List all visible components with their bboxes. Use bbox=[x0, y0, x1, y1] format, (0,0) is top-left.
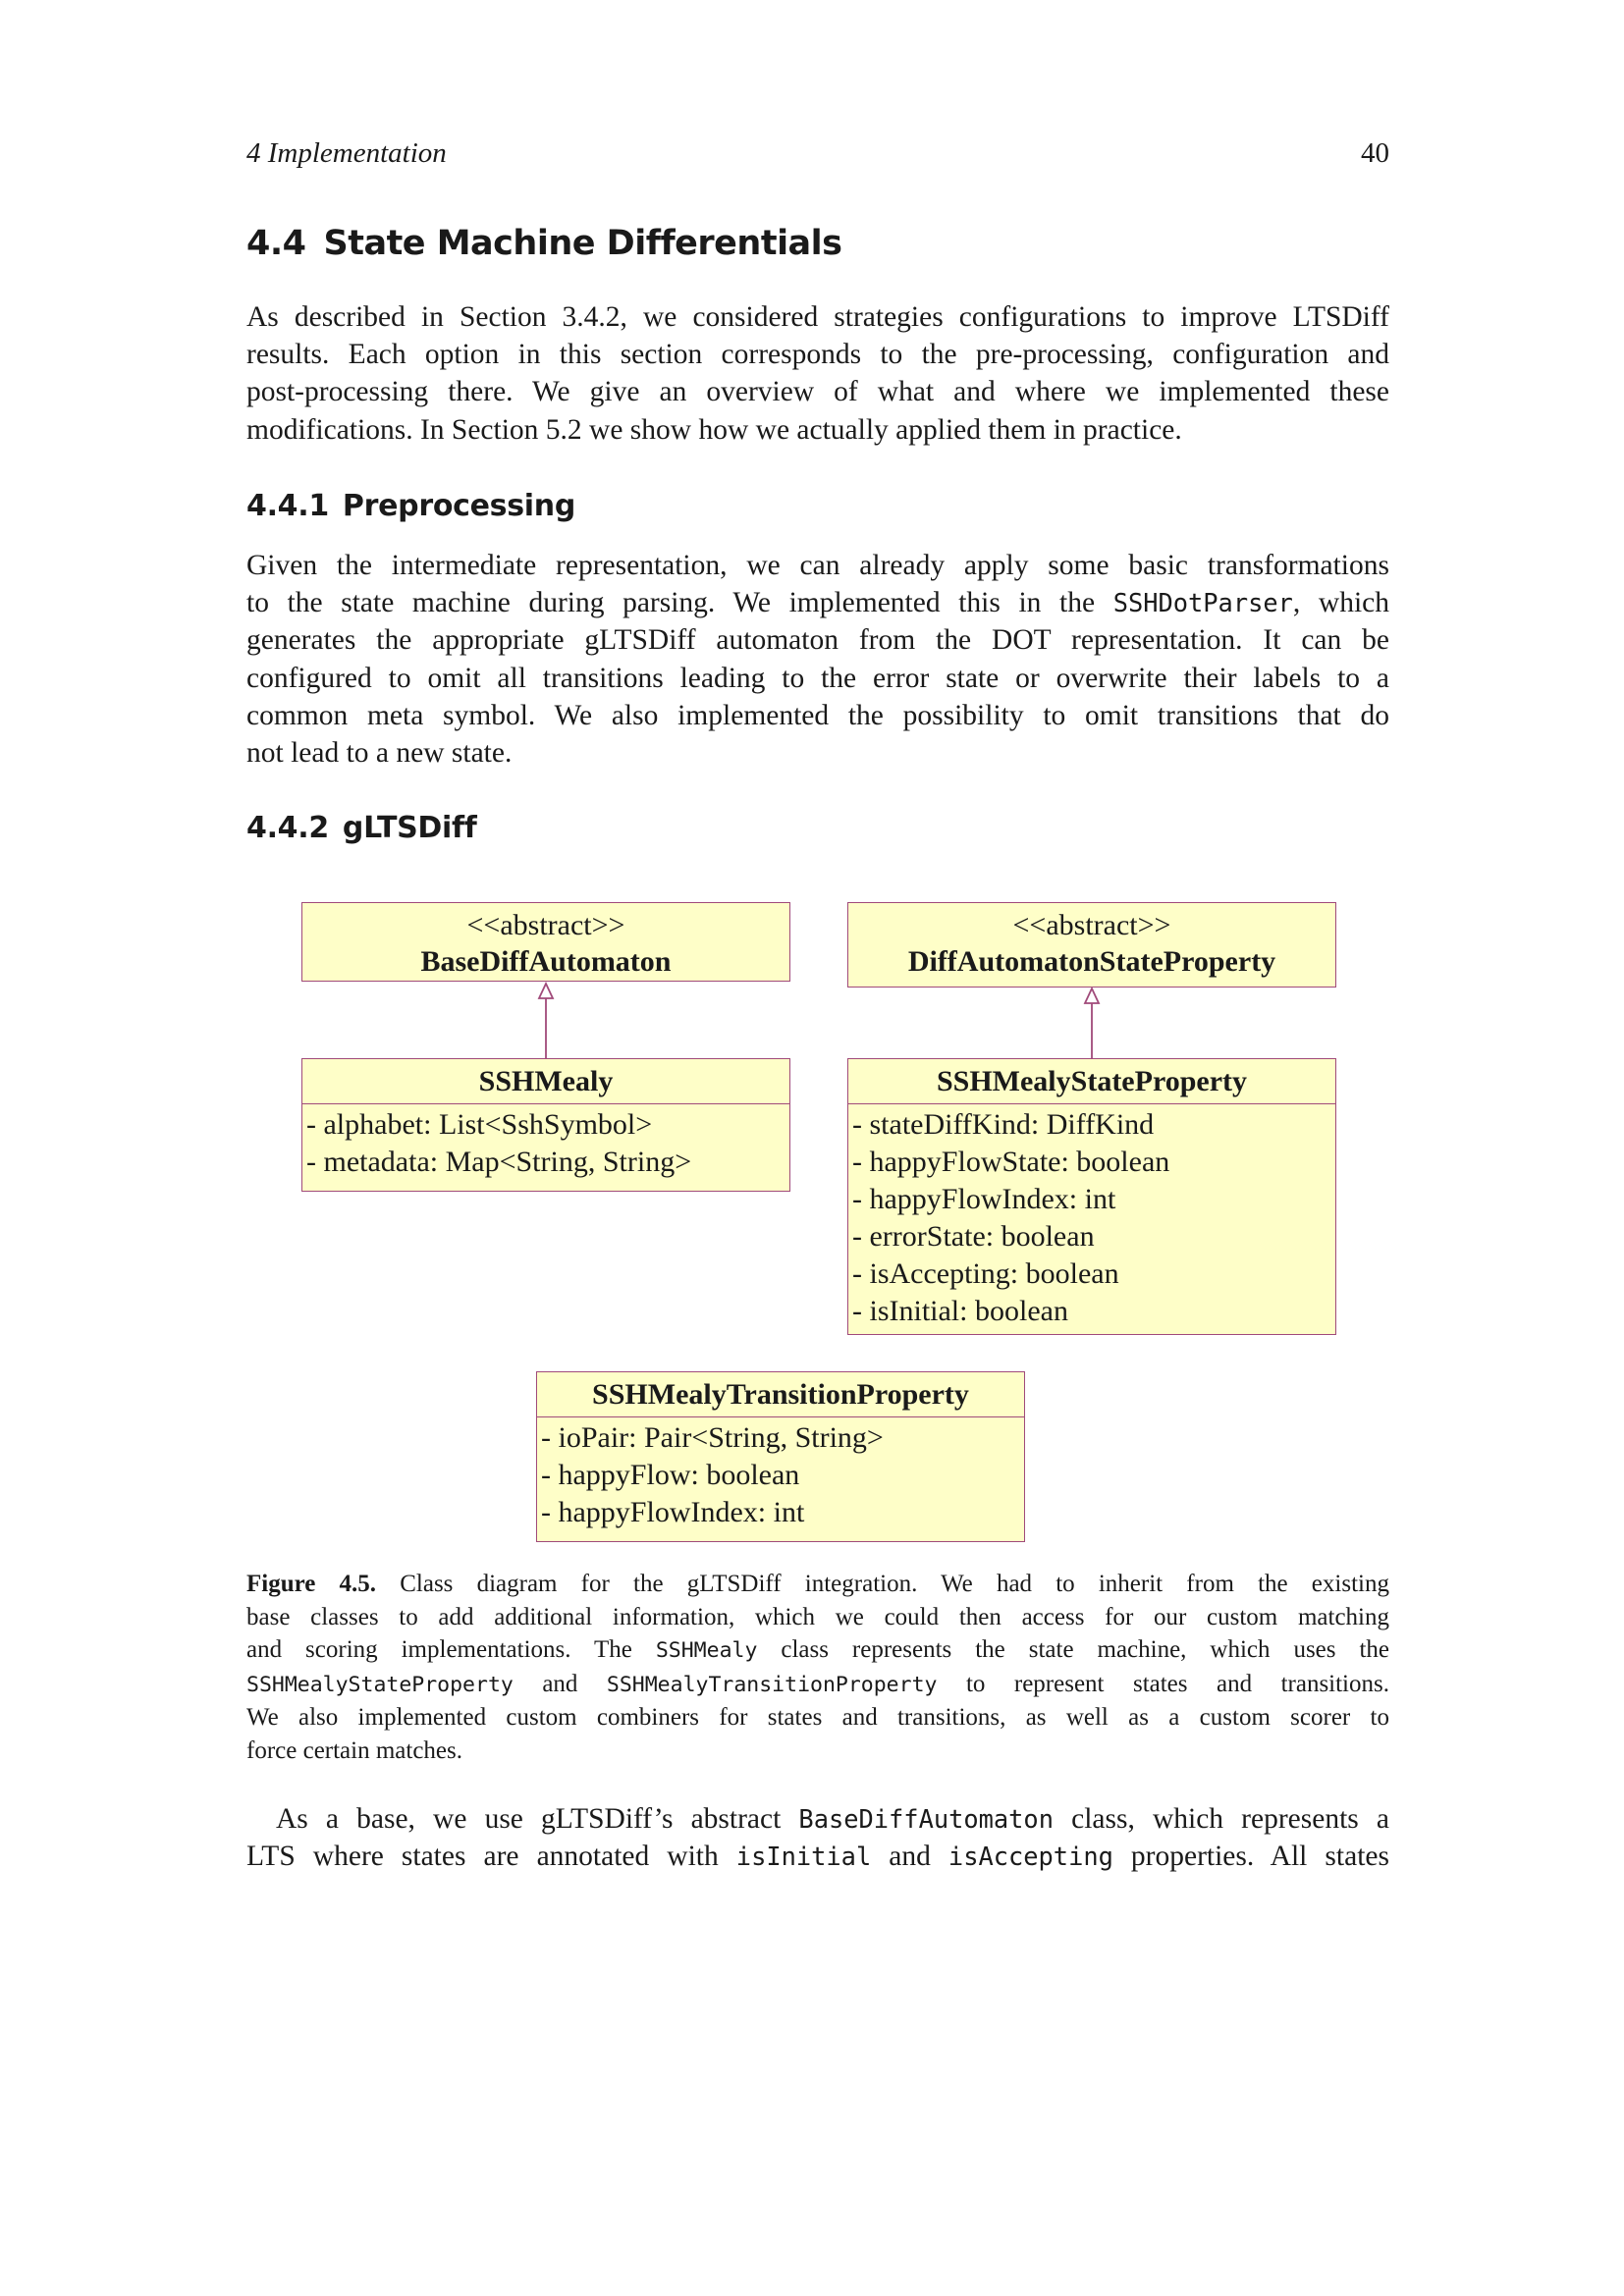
text-run: and bbox=[513, 1670, 607, 1697]
uml-attribute: - happyFlow: boolean bbox=[541, 1459, 800, 1491]
closing-paragraph bbox=[246, 1800, 1389, 1875]
uml-attribute: - stateDiffKind: DiffKind bbox=[852, 1108, 1155, 1141]
paragraph-line: generates the appropriate gLTSDiff automaton from the DOT representation. It can be bbox=[246, 624, 1389, 657]
uml-class-header bbox=[537, 1372, 1024, 1416]
uml-class-diff-automaton-state-property bbox=[847, 902, 1336, 988]
code-basediffautomaton: BaseDiffAutomaton bbox=[798, 1804, 1054, 1834]
inheritance-arrowhead bbox=[539, 984, 553, 998]
paragraph-line: not lead to a new state. bbox=[246, 737, 513, 770]
code-sshdotparser: SSHDotParser bbox=[1112, 588, 1293, 618]
paragraph-line bbox=[246, 1800, 1389, 1838]
uml-attribute: - ioPair: Pair<String, String> bbox=[541, 1421, 884, 1454]
text-run: to represent states and transitions. bbox=[937, 1670, 1389, 1697]
uml-class-name: SSHMealyStateProperty bbox=[936, 1065, 1248, 1097]
subsection-title: gLTSDiff bbox=[342, 811, 477, 845]
uml-class-name: BaseDiffAutomaton bbox=[420, 945, 672, 978]
inheritance-arrowhead bbox=[1085, 988, 1099, 1003]
text-run: to the state machine during parsing. We implemented this in the bbox=[246, 587, 1113, 619]
uml-attribute: - happyFlowIndex: int bbox=[852, 1183, 1116, 1215]
uml-class-name: DiffAutomatonStateProperty bbox=[907, 945, 1276, 978]
text-run: and bbox=[871, 1841, 948, 1873]
paragraph-line bbox=[246, 1838, 1389, 1875]
paragraph-line: As described in Section 3.4.2, we considered strategies configurations to improve LTSDiff bbox=[246, 301, 1389, 333]
uml-attribute: - metadata: Map<String, String> bbox=[306, 1146, 692, 1178]
inheritance-arrow-state-property bbox=[1085, 988, 1099, 1058]
inheritance-arrow-ssh-mealy bbox=[539, 984, 553, 1058]
uml-class-header bbox=[302, 1059, 789, 1103]
uml-attribute: - happyFlowState: boolean bbox=[852, 1146, 1170, 1178]
paragraph-line: common meta symbol. We also implemented the possibility to omit transitions that do bbox=[246, 699, 1389, 731]
code-sshmealystateproperty: SSHMealyStateProperty bbox=[246, 1672, 514, 1697]
uml-attribute: - alphabet: List<SshSymbol> bbox=[306, 1108, 653, 1141]
subsection-number: 4.4.2 bbox=[246, 811, 329, 845]
subsection-title: Preprocessing bbox=[342, 489, 575, 523]
section-heading bbox=[246, 224, 842, 263]
code-sshmealytransitionproperty: SSHMealyTransitionProperty bbox=[606, 1672, 938, 1697]
paragraph-line: results. Each option in this section corresponds to the pre-processing, configuration and bbox=[246, 339, 1389, 371]
chapter-title: 4 Implementation bbox=[246, 137, 447, 169]
intro-paragraph bbox=[246, 298, 1389, 449]
paragraph-line bbox=[246, 584, 1389, 621]
uml-class-header bbox=[848, 1059, 1335, 1103]
uml-class-header bbox=[302, 903, 789, 984]
text-run: class represents the state machine, which uses the bbox=[757, 1636, 1389, 1663]
text-run: and scoring implementations. The bbox=[246, 1636, 656, 1663]
text-run: , which bbox=[1292, 587, 1389, 619]
uml-class-name: SSHMealy bbox=[478, 1065, 614, 1097]
uml-attribute: - isInitial: boolean bbox=[852, 1295, 1068, 1327]
uml-stereotype: <<abstract>> bbox=[1012, 909, 1171, 941]
code-isinitial: isInitial bbox=[735, 1842, 872, 1872]
caption-line: base classes to add additional information, which we could then access for our custom matching bbox=[246, 1603, 1389, 1630]
running-header bbox=[246, 137, 1389, 170]
caption-line bbox=[246, 1668, 1389, 1702]
paragraph-line: configured to omit all transitions leading to the error state or overwrite their labels to a bbox=[246, 662, 1389, 694]
text-run: Class diagram for the gLTSDiff integration. We had to inherit from the existing bbox=[376, 1571, 1389, 1597]
preprocessing-paragraph bbox=[246, 547, 1389, 772]
uml-class-header bbox=[848, 903, 1335, 984]
section-title: State Machine Differentials bbox=[323, 224, 842, 263]
caption-line: force certain matches. bbox=[246, 1736, 463, 1764]
text-run: properties. All states bbox=[1112, 1841, 1389, 1873]
paragraph-line: modifications. In Section 5.2 we show how we actually applied them in practice. bbox=[246, 413, 1182, 446]
uml-attribute: - isAccepting: boolean bbox=[852, 1257, 1119, 1290]
caption-line bbox=[246, 1633, 1389, 1668]
uml-attribute-list bbox=[302, 1103, 789, 1183]
subsection-number: 4.4.1 bbox=[246, 489, 329, 523]
uml-class-ssh-mealy bbox=[301, 1058, 790, 1192]
text-run: LTS where states are annotated with bbox=[246, 1841, 736, 1873]
figure-caption bbox=[246, 1568, 1389, 1767]
uml-class-ssh-mealy-state-property bbox=[847, 1058, 1336, 1335]
uml-class-ssh-mealy-transition-property bbox=[536, 1371, 1025, 1542]
code-isaccepting: isAccepting bbox=[947, 1842, 1113, 1872]
paragraph-line: post-processing there. We give an overview of what and where we implemented these bbox=[246, 376, 1389, 408]
caption-line bbox=[246, 1568, 1389, 1601]
uml-attribute: - happyFlowIndex: int bbox=[541, 1496, 805, 1528]
uml-stereotype: <<abstract>> bbox=[466, 909, 625, 941]
subsection-heading-preprocessing bbox=[246, 489, 575, 523]
text-run: As a base, we use gLTSDiff’s abstract bbox=[276, 1803, 799, 1835]
uml-attribute: - errorState: boolean bbox=[852, 1220, 1095, 1253]
subsection-heading-gltsdiff bbox=[246, 811, 477, 845]
uml-class-name: SSHMealyTransitionProperty bbox=[592, 1378, 969, 1411]
page-number: 40 bbox=[1361, 137, 1389, 169]
text-run: class, which represents a bbox=[1053, 1803, 1389, 1835]
paragraph-line: Given the intermediate representation, we can already apply some basic transformations bbox=[246, 550, 1389, 581]
caption-line: We also implemented custom combiners for states and transitions, as well as a custom scorer to bbox=[246, 1704, 1389, 1731]
uml-class-base-diff-automaton bbox=[301, 902, 790, 982]
section-number: 4.4 bbox=[246, 224, 306, 263]
figure-label: Figure 4.5. bbox=[246, 1571, 377, 1597]
uml-attribute-list bbox=[537, 1416, 1024, 1533]
code-sshmealy: SSHMealy bbox=[655, 1638, 758, 1663]
uml-attribute-list bbox=[848, 1103, 1335, 1332]
